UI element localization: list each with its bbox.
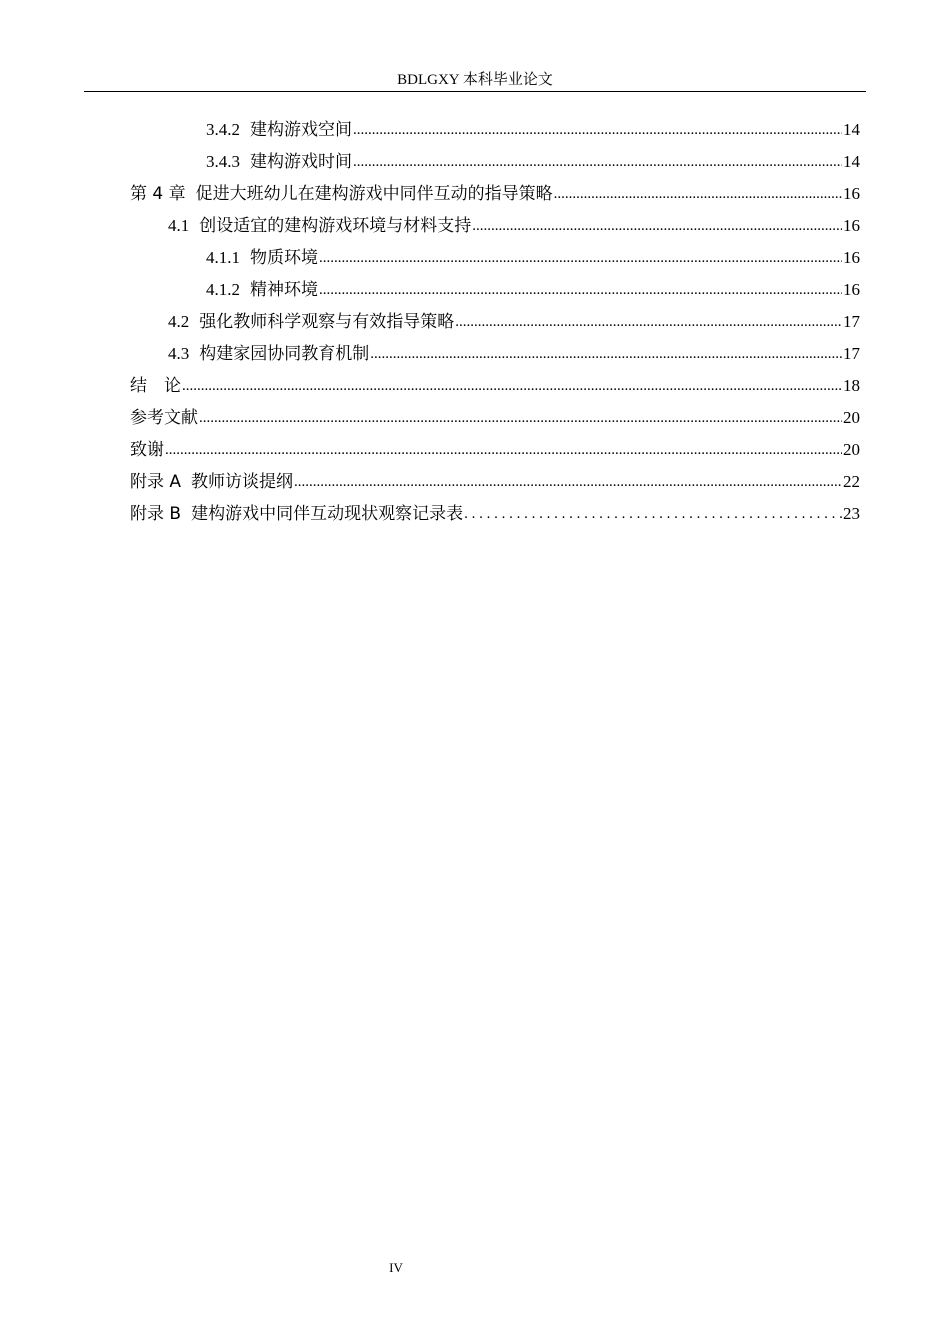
toc-entry-page: 16 bbox=[843, 280, 860, 299]
toc-entry-number: 3.4.2 bbox=[206, 120, 240, 139]
dot-leader bbox=[353, 151, 842, 173]
toc-entry-title: 结 论 bbox=[130, 376, 181, 396]
header-rule bbox=[84, 91, 866, 92]
toc-entry-page: 17 bbox=[843, 312, 860, 331]
toc-entry-page: 23 bbox=[843, 504, 860, 523]
toc-entry-title: 建构游戏时间 bbox=[250, 152, 352, 171]
toc-entry-page: 22 bbox=[843, 472, 860, 491]
toc-entry-number: 附录 B bbox=[130, 504, 182, 524]
toc-entry-title: 致谢 bbox=[130, 440, 164, 460]
dot-leader bbox=[294, 471, 842, 493]
dot-leader bbox=[353, 119, 842, 141]
dot-leader bbox=[182, 375, 842, 397]
dot-leader bbox=[455, 311, 842, 333]
dot-leader bbox=[319, 279, 842, 301]
toc-entry-page: 16 bbox=[843, 248, 860, 267]
toc-entry-number: 4.3 bbox=[168, 344, 190, 363]
toc-entry[interactable] bbox=[206, 116, 860, 144]
running-header: BDLGXY 本科毕业论文 bbox=[397, 72, 553, 88]
toc-entry-page: 20 bbox=[843, 408, 860, 427]
toc-entry-page: 16 bbox=[843, 216, 860, 235]
toc-entry-page: 14 bbox=[843, 120, 860, 139]
toc-entry-number: 4.1.2 bbox=[206, 280, 240, 299]
dot-leader bbox=[554, 183, 842, 205]
toc-entry-page: 20 bbox=[843, 440, 860, 459]
toc-entry[interactable] bbox=[130, 372, 860, 400]
dot-leader bbox=[464, 503, 842, 525]
page-number: IV bbox=[389, 1260, 403, 1275]
toc-entry-number: 4.1.1 bbox=[206, 248, 240, 267]
toc-entry[interactable] bbox=[130, 468, 860, 496]
toc-entry-title: 建构游戏空间 bbox=[250, 120, 352, 139]
toc-entry-title: 物质环境 bbox=[250, 248, 318, 267]
toc-entry-page: 18 bbox=[843, 376, 860, 395]
toc-entry[interactable] bbox=[206, 276, 860, 304]
toc-entry-title: 教师访谈提纲 bbox=[191, 472, 294, 492]
dot-leader bbox=[165, 439, 842, 461]
toc-entry[interactable] bbox=[168, 308, 860, 336]
dot-leader bbox=[319, 247, 842, 269]
toc-entry-title: 促进大班幼儿在建构游戏中同伴互动的指导策略 bbox=[195, 184, 553, 204]
toc-entry-title: 强化教师科学观察与有效指导策略 bbox=[199, 312, 455, 331]
dot-leader bbox=[472, 215, 842, 237]
toc-entry-page: 17 bbox=[843, 344, 860, 363]
toc-entry[interactable] bbox=[168, 212, 860, 240]
toc-entry[interactable] bbox=[130, 180, 860, 208]
dot-leader bbox=[370, 343, 842, 365]
toc-entry-page: 16 bbox=[843, 184, 860, 203]
toc-entry-number: 4.1 bbox=[168, 216, 190, 235]
toc-entry[interactable] bbox=[168, 340, 860, 368]
toc-entry[interactable] bbox=[130, 436, 860, 464]
toc-entry[interactable] bbox=[206, 148, 860, 176]
toc-entry[interactable] bbox=[130, 404, 860, 432]
toc-entry-number: 第 4 章 bbox=[130, 184, 186, 204]
toc-entry-number: 4.2 bbox=[168, 312, 190, 331]
toc-entry-title: 创设适宜的建构游戏环境与材料支持 bbox=[199, 216, 472, 235]
toc-entry[interactable] bbox=[130, 500, 860, 528]
toc-entry-page: 14 bbox=[843, 152, 860, 171]
toc-entry[interactable] bbox=[206, 244, 860, 272]
toc-entry-number: 3.4.3 bbox=[206, 152, 240, 171]
toc-entry-title: 建构游戏中同伴互动现状观察记录表 bbox=[191, 504, 464, 524]
dot-leader bbox=[199, 407, 842, 429]
toc-entry-number: 附录 A bbox=[130, 472, 182, 492]
toc-entry-title: 参考文献 bbox=[130, 408, 198, 428]
toc-entry-title: 构建家园协同教育机制 bbox=[199, 344, 370, 363]
toc-entry-title: 精神环境 bbox=[250, 280, 318, 299]
